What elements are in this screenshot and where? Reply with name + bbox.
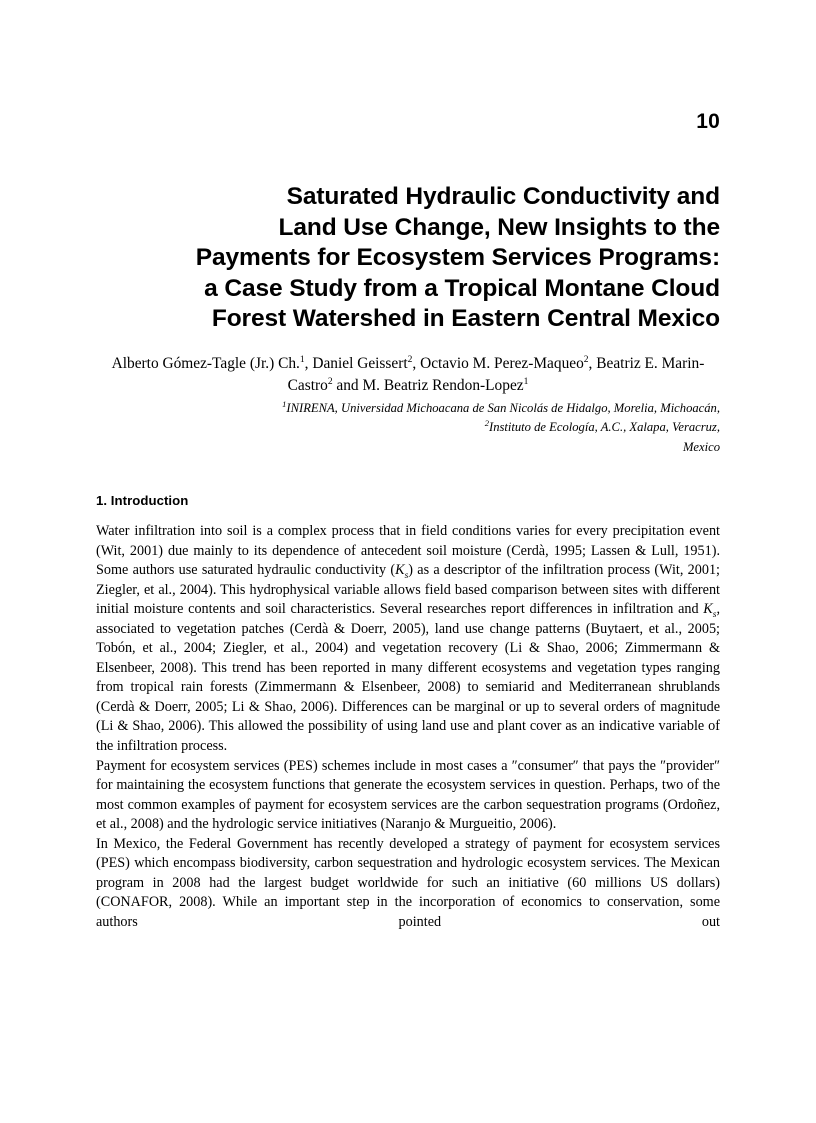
title-line-5: Forest Watershed in Eastern Central Mexico [211, 305, 720, 332]
title-line-1: Saturated Hydraulic Conductivity and [286, 183, 720, 210]
author-affiliation-marker: 2 [407, 354, 413, 365]
author-text-3: , Octavio M. Perez- [412, 355, 534, 372]
ks-symbol-s: s [404, 570, 409, 581]
paragraph-1-part-b: ) as a descriptor of the infiltration process (Wit, 2001; Ziegler, et al., 2004). This hydrophysical variable allows field based comparison between sites with different initial moisture contents and soil characteristics. Several researches report differences in infiltration and [96, 562, 720, 618]
affiliation-marker: 2 [484, 418, 489, 429]
affiliation-country: Mexico [682, 439, 720, 454]
chapter-number: 10 [696, 110, 720, 133]
paragraph-2: Payment for ecosystem services (PES) schemes include in most cases a ″consumer″ that pays the ″provider″ for maintaining the ecosystem functions that generate the ecosystem services in question. Perhaps, two of the most common examples of payment for ecosystem services are the carbon sequestration programs (Ordoñez, et al., 2008) and the hydrologic service initiatives (Naranjo & Murgueitio, 2006). [96, 757, 720, 833]
body-text [96, 522, 720, 952]
page-title [96, 182, 720, 335]
paragraph-1-part-c: , associated to vegetation patches (Cerdà & Doerr, 2005), land use change patterns (Buytaert, et al., 2005; Tobón, et al., 2004; Ziegler, et al., 2004) and vegetation recovery (Li & Shao, 2006; Zimmermann & Elsenbeer, 2008). This trend has been reported in many different ecosystems and vegetation types ranging from tropical rain forests (Zimmermann & Elsenbeer, 2008) to semiarid and Mediterranean shrublands (Cerdà & Doerr, 2005; Li & Shao, 2006). Differences can be marginal or up to several orders of magnitude (Li & Shao, 2006). This allowed the possibility of using land use and plant cover as an indicative variable of the infiltration process. [96, 601, 720, 755]
affiliation-2-text: Instituto de Ecología, A.C., Xalapa, Veracruz, [489, 420, 720, 435]
paragraph-1 [96, 522, 720, 757]
affiliation-list [96, 399, 720, 457]
ks-symbol-s: s [712, 610, 717, 621]
author-affiliation-marker: 1 [299, 354, 305, 365]
author-affiliation-marker: 2 [583, 354, 589, 365]
paragraph-1-part-a: Water infiltration into soil is a complex process that in field conditions varies for every precipitation event (Wit, 2001) due mainly to its dependence of antecedent soil moisture (Cerdà, 1995; Lassen & Lull, 1951). Some authors use saturated hydraulic conductivity ( [96, 523, 720, 579]
author-text-4: Maqueo [533, 355, 584, 372]
author-list [96, 353, 720, 397]
author-text-2: , Daniel Geissert [304, 355, 408, 372]
paragraph-3: In Mexico, the Federal Government has recently developed a strategy of payment for ecosystem services (PES) which encompass biodiversity, carbon sequestration and hydrologic ecosystem services. The Mexican program in 2008 had the largest budget worldwide for such an initiative (60 millions US dollars) (CONAFOR, 2008). While an important step in the incorporation of economics to conservation, some authors pointed out [96, 835, 720, 930]
title-line-3: Payments for Ecosystem Services Programs: [195, 244, 720, 271]
section-heading-introduction: 1. Introduction [96, 493, 189, 508]
author-text-6: and M. Beatriz Rendon-Lopez [332, 377, 524, 394]
ks-symbol-k: K [395, 562, 405, 579]
author-text-5: , Beatriz E. Marin-Castro [287, 355, 705, 394]
affiliation-1 [96, 399, 720, 418]
ks-symbol-k: K [703, 601, 713, 618]
ks-symbol [703, 601, 717, 621]
affiliation-2 [96, 418, 720, 437]
title-line-2: Land Use Change, New Insights to the [278, 213, 720, 241]
ks-symbol [395, 562, 409, 581]
title-line-4: a Case Study from a Tropical Montane Cloud [204, 274, 720, 302]
affiliation-marker: 1 [282, 398, 287, 409]
author-text-1: Alberto Gómez-Tagle (Jr.) Ch. [111, 355, 300, 372]
author-affiliation-marker: 2 [327, 376, 333, 387]
affiliation-1-text: INIRENA, Universidad Michoacana de San Nicolás de Hidalgo, Morelia, Michoacán, [286, 401, 720, 415]
author-affiliation-marker: 1 [523, 376, 529, 387]
